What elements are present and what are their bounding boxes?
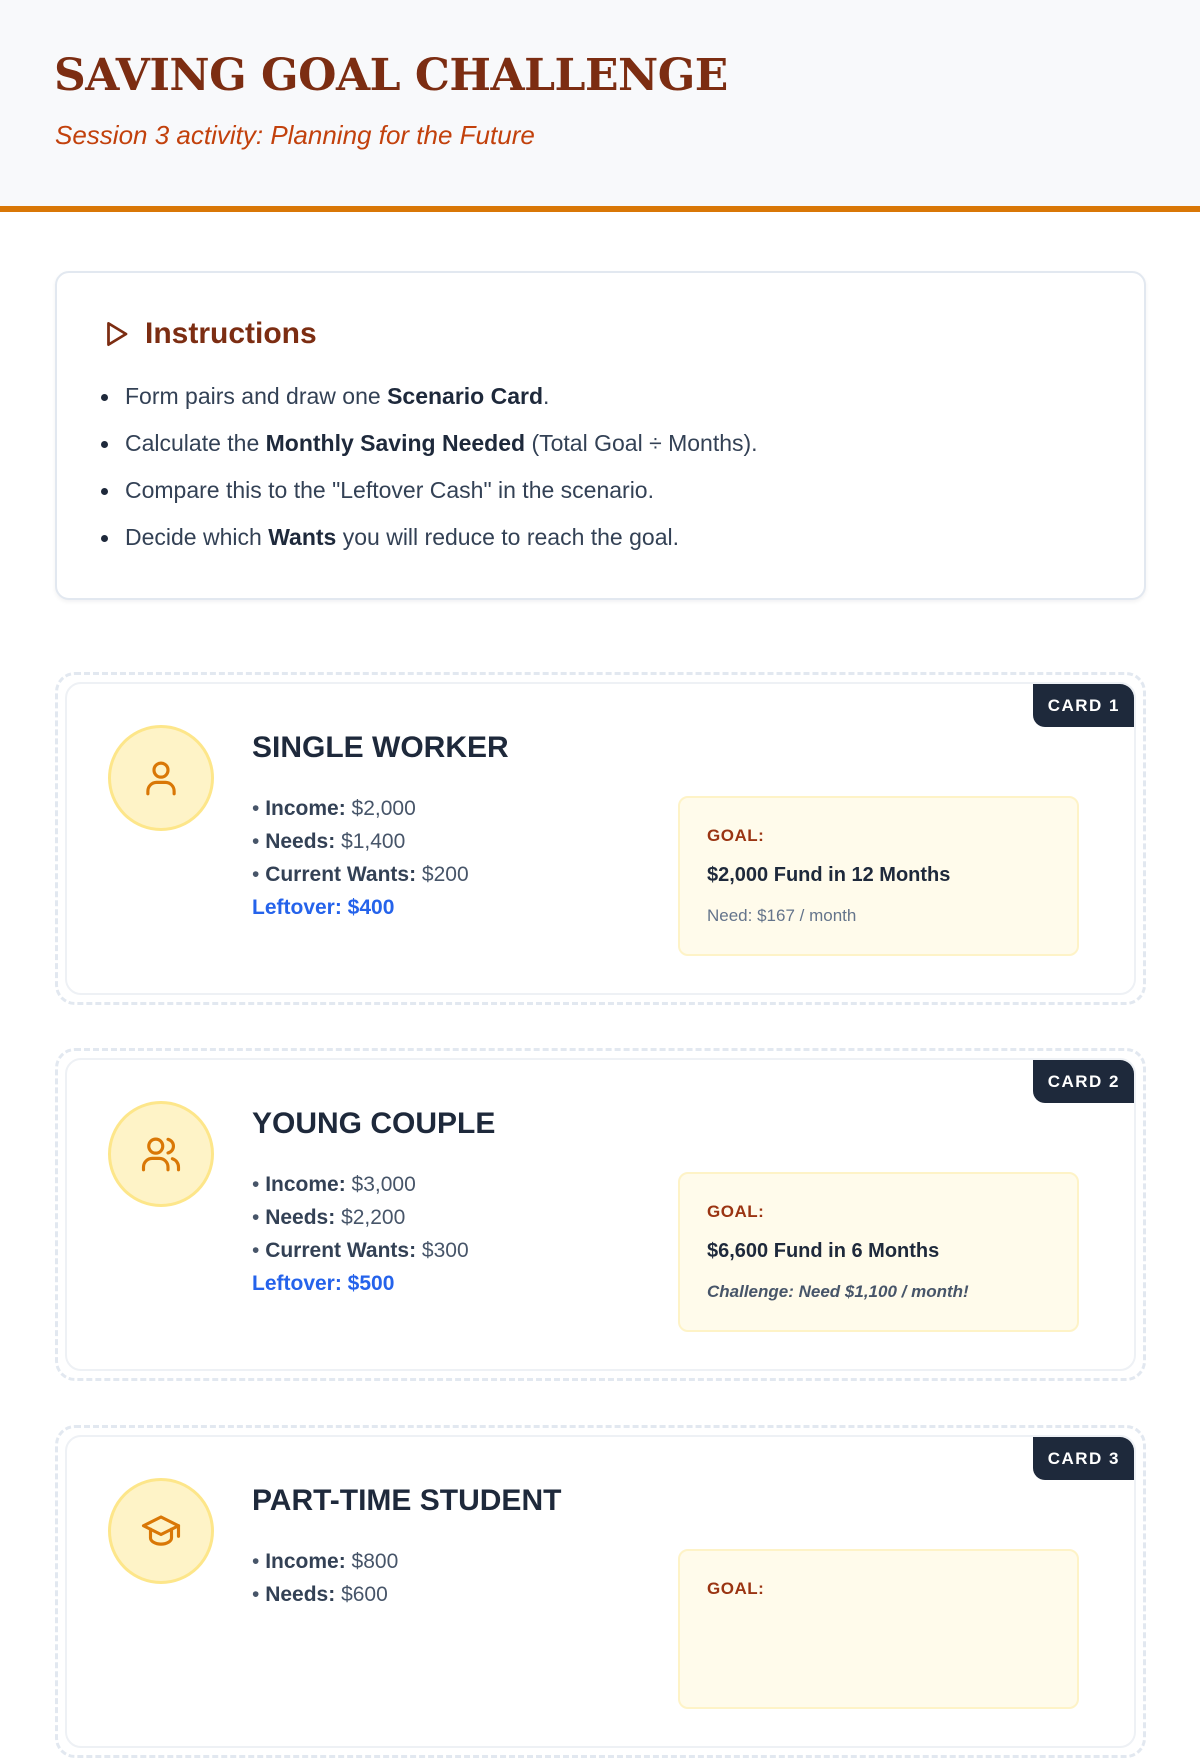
users-icon — [140, 1133, 182, 1175]
page-header — [0, 0, 1200, 212]
avatar — [108, 725, 214, 831]
needs-line: • Needs: $2,200 — [252, 1206, 406, 1229]
scenario-card[interactable] — [55, 1425, 1146, 1758]
goal-box — [678, 796, 1079, 956]
goal-note: Need: $167 / month — [707, 906, 857, 925]
card-title: PART-TIME STUDENT — [252, 1484, 562, 1517]
instructions-heading — [101, 317, 317, 351]
card-number-tag: CARD 1 — [1033, 684, 1134, 727]
scenario-card[interactable] — [55, 672, 1146, 1005]
income-line: • Income: $800 — [252, 1550, 399, 1573]
card-stats — [252, 796, 469, 921]
income-line: • Income: $2,000 — [252, 797, 416, 820]
goal-label: GOAL: — [707, 826, 765, 845]
page-subtitle: Session 3 activity: Planning for the Future — [55, 120, 535, 150]
goal-label: GOAL: — [707, 1579, 765, 1598]
card-number-tag: CARD 2 — [1033, 1060, 1134, 1103]
scenario-card-body — [65, 1435, 1136, 1748]
goal-value: $6,600 Fund in 6 Months — [707, 1240, 940, 1262]
card-title: SINGLE WORKER — [252, 731, 509, 764]
instruction-item: Decide which Wants you will reduce to reach the goal. — [101, 522, 758, 569]
instruction-item: Calculate the Monthly Saving Needed (Total Goal ÷ Months). — [101, 428, 758, 475]
scenario-card-body — [65, 1058, 1136, 1371]
instructions-title: Instructions — [145, 317, 317, 350]
goal-box — [678, 1549, 1079, 1709]
card-stats — [252, 1172, 469, 1297]
wants-line: • Current Wants: $200 — [252, 863, 469, 886]
wants-line: • Current Wants: $300 — [252, 1239, 469, 1262]
person-icon — [140, 757, 182, 799]
card-stats — [252, 1549, 398, 1615]
instructions-list — [101, 381, 758, 569]
scenario-card[interactable] — [55, 1048, 1146, 1381]
income-line: • Income: $3,000 — [252, 1173, 416, 1196]
instruction-item: Form pairs and draw one Scenario Card. — [101, 381, 758, 428]
needs-line: • Needs: $600 — [252, 1583, 388, 1606]
play-icon — [101, 319, 131, 349]
instructions-panel — [55, 271, 1146, 600]
goal-label: GOAL: — [707, 1202, 765, 1221]
avatar — [108, 1478, 214, 1584]
goal-value: $2,000 Fund in 12 Months — [707, 864, 951, 886]
needs-line: • Needs: $1,400 — [252, 830, 406, 853]
leftover-line: Leftover: $500 — [252, 1272, 395, 1295]
goal-note: Challenge: Need $1,100 / month! — [707, 1282, 969, 1301]
card-number-tag: CARD 3 — [1033, 1437, 1134, 1480]
scenario-card-body — [65, 682, 1136, 995]
card-title: YOUNG COUPLE — [252, 1107, 496, 1140]
avatar — [108, 1101, 214, 1207]
page-title: SAVING GOAL CHALLENGE — [54, 50, 728, 101]
leftover-line: Leftover: $400 — [252, 896, 395, 919]
instruction-item: Compare this to the "Leftover Cash" in the scenario. — [101, 475, 758, 522]
goal-box — [678, 1172, 1079, 1332]
graduation-cap-icon — [140, 1510, 182, 1552]
